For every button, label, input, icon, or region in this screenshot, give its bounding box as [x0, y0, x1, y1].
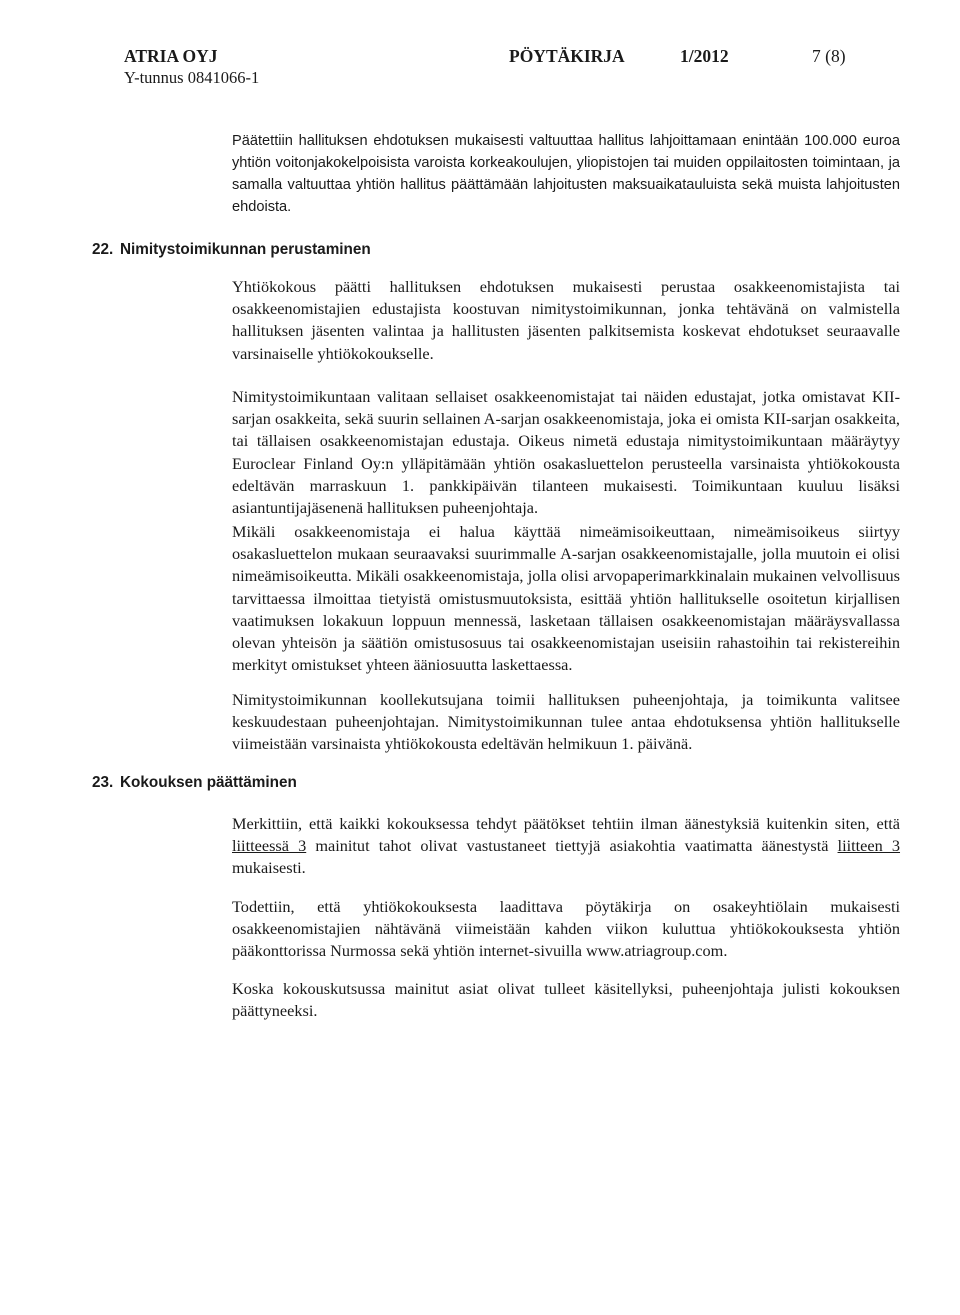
section-23-number: 23.: [92, 774, 114, 791]
section-23-paragraph-2: Todettiin, että yhtiökokouksesta laadittava pöytäkirja on osakeyhtiölain mukaisesti osakkeenomistajien nähtävänä viimeistään kahden viikon kuluttua yhtiökokouksesta yhtiön pääkonttorissa Nurmossa sekä yhtiön internet-sivuilla www.atriagroup.com.: [232, 897, 900, 961]
section-23-text-a: Merkittiin, että kaikki kokouksessa tehdyt päätökset tehtiin ilman äänestyksiä kuitenkin siten, että: [232, 814, 900, 833]
appendix-3-reference: liitteessä 3: [232, 836, 307, 856]
section-22-paragraph-4: Nimitystoimikunnan koollekutsujana toimii hallituksen puheenjohtaja, ja toimikunta valitsee keskuudestaan puheenjohtajan. Nimitystoimikunnan tulee antaa ehdotuksensa yhtiön hallitukselle viimeistään varsinaista yhtiökokousta edeltävän helmikuun 1. päivänä.: [232, 690, 900, 754]
section-22-number: 22.: [92, 241, 114, 258]
business-id: Y-tunnus 0841066-1: [124, 68, 260, 87]
section-22-paragraph-1: Yhtiökokous päätti hallituksen ehdotuksen mukaisesti perustaa osakkeenomistajista tai osakkeenomistajien edustajista koostuvan nimitystoimikunnan, jonka tehtävänä on valmistella hallituksen jäsenten valintaa ja hallitusten jäsenten palkitsemista koskevat ehdotukset seuraavalle varsinaiselle yhtiökokoukselle.: [232, 277, 900, 363]
intro-paragraph: Päätettiin hallituksen ehdotuksen mukaisesti valtuuttaa hallitus lahjoittamaan enintään 100.000 euroa yhtiön voitonjakokelpoisista varoista korkeakoulujen, yliopistojen tai muiden oppilaitosten toimintaan, ja samalla valtuuttaa yhtiön hallitus päättämään lahjoitusten maksuaikatauluista sekä muista lahjoitusten ehdoista.: [232, 133, 900, 215]
section-23-heading: [92, 773, 297, 793]
section-22-paragraph-3: Mikäli osakkeenomistaja ei halua käyttää nimeämisoikeuttaan, nimeämisoikeus siirtyy osakasluettelon mukaan seuraavaksi suurimmalle A-sarjan osakkeenomistajalle, jolla muutoin ei olisi nimeämisoikeutta. Mikäli osakkeenomistaja, jolla olisi arvopaperimarkkinalain mukainen velvollisuus tarvittaessa ilmoittaa tietyistä omistusmuutoksista, esittää yhtiön hallitukselle osoitetun kirjallisen vaatimuksen lokakuun loppuun mennessä, lasketaan tällaisen osakkeenomistajan määräysvallassa olevan yhteisön ja säätiön omistusosuus tai osakkeenomistajan useisiin rahastoihin tai rekistereihin merkityt omistukset yhteen ääniosuutta laskettaessa.: [232, 522, 900, 675]
document-type: PÖYTÄKIRJA: [509, 46, 625, 66]
appendix-3-reference-2: liitteen 3: [837, 836, 901, 856]
section-23-text-c: mukaisesti.: [232, 858, 306, 878]
section-23-paragraph-3: Koska kokouskutsussa mainitut asiat olivat tulleet käsitellyksi, puheenjohtaja julisti kokouksen päättyneeksi.: [232, 979, 900, 1021]
company-name: ATRIA OYJ: [124, 46, 218, 66]
section-22-heading: [92, 240, 371, 260]
section-23-title: Kokouksen päättäminen: [120, 774, 297, 791]
section-23-text-b: mainitut tahot olivat vastustaneet tiettyjä asiakohtia vaatimatta äänestystä: [306, 836, 838, 856]
section-22-paragraph-2: Nimitystoimikuntaan valitaan sellaiset osakkeenomistajat tai näiden edustajat, jotka omistavat KII-sarjan osakkeita, sekä suurin sellainen A-sarjan osakkeenomistaja, joka ei omista KII-sarjan osakkeita, tai tällaisen osakkeenomistajan edustaja. Oikeus nimetä edustaja nimitystoimikuntaan määräytyy Euroclear Finland Oy:n ylläpitämään yhtiön osakasluettelon perusteella varsinaista yhtiökokousta edeltävän marraskuun 1. pankkipäivän tilanteen mukaisesti. Toimikuntaan kuuluu lisäksi asiantuntijajäsenenä hallituksen puheenjohtaja.: [232, 387, 900, 518]
page-number: 7 (8): [812, 46, 846, 66]
section-23-paragraph-1: [232, 813, 900, 880]
section-22-title: Nimitystoimikunnan perustaminen: [120, 241, 371, 258]
document-number: 1/2012: [680, 46, 729, 66]
